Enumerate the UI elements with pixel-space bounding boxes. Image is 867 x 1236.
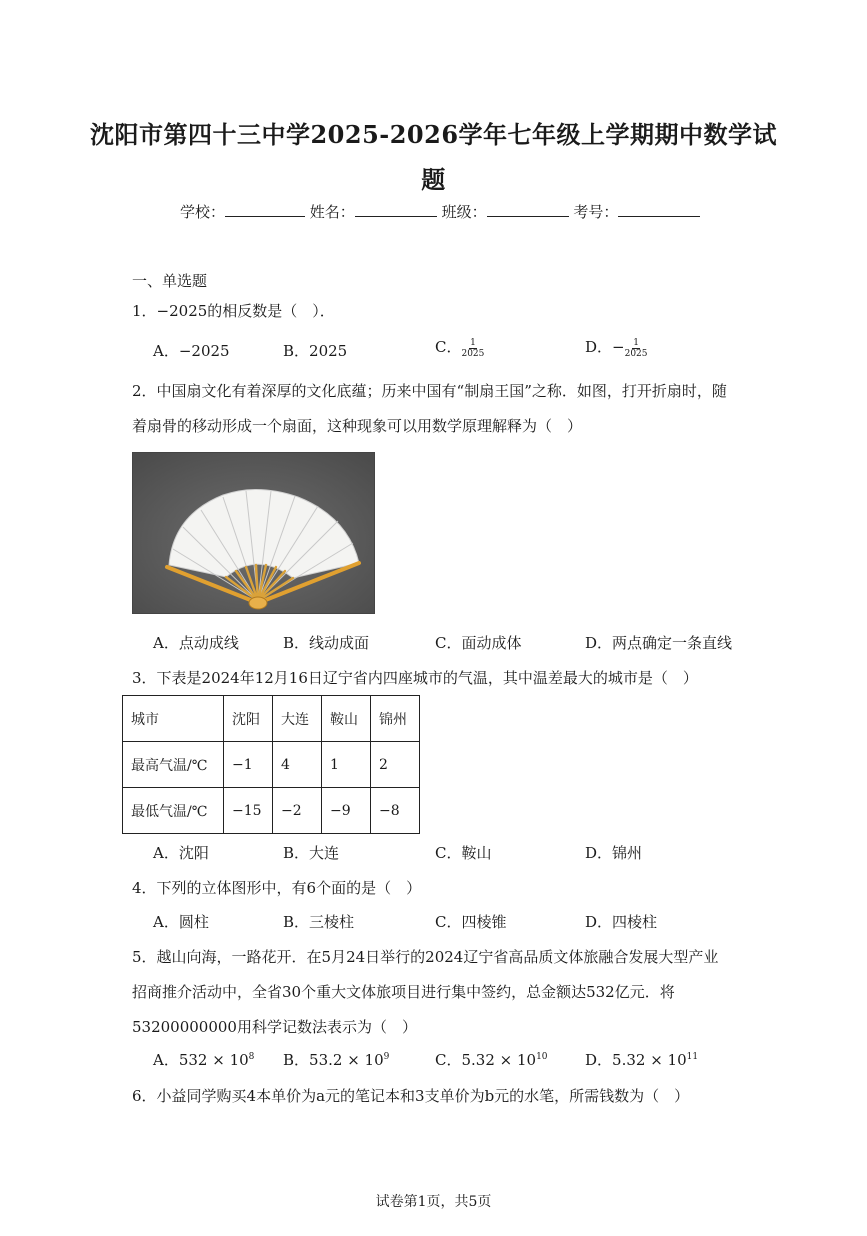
table-cell: 锦州 [371,696,420,742]
table-cell: 城市 [123,696,224,742]
question-6-stem: 6．小益同学购买4本单价为a元的笔记本和3支单价为b元的水笔，所需钱数为（ ） [132,1087,690,1105]
question-2-stem-line1: 2．中国扇文化有着深厚的文化底蕴；历来中国有“制扇王国”之称．如图，打开折扇时，随 [132,382,727,400]
q4-option-b: B．三棱柱 [283,913,355,931]
table-cell: 最高气温/℃ [123,742,224,788]
page-title-continued: 题 [421,165,446,194]
q5-option-d-base: D．5.32 × 10 [585,1051,687,1069]
number-field[interactable] [618,202,700,217]
question-5-stem-line3: 53200000000用科学记数法表示为（ ） [132,1018,417,1036]
q1-option-c-fraction [461,338,484,359]
q2-option-d: D．两点确定一条直线 [585,634,733,652]
q5-option-c [435,1049,548,1070]
q5-option-b-base: B．53.2 × 10 [283,1051,384,1069]
folding-fan-icon [133,453,374,613]
q2-option-c: C．面动成体 [435,634,522,652]
table-cell: −15 [224,788,273,834]
q3-option-d: D．锦州 [585,844,643,862]
q5-option-d [585,1049,698,1070]
question-2-stem-line2: 着扇骨的移动形成一个扇面，这种现象可以用数学原理解释为（ ） [132,417,583,435]
q1-option-b: B．2025 [283,342,348,360]
section-heading: 一、单选题 [132,272,208,290]
table-cell: 4 [273,742,322,788]
q1-option-c-label: C． [435,338,462,356]
exponent: 9 [383,1052,390,1062]
class-field[interactable] [487,202,569,217]
q3-option-b: B．大连 [283,844,340,862]
q1-option-d-label: D．− [585,338,625,356]
folding-fan-figure [132,452,375,614]
q1-option-a: A．−2025 [153,342,230,360]
school-field[interactable] [225,202,305,217]
fraction-numerator: 1 [470,337,476,348]
table-cell: −2 [273,788,322,834]
school-label: 学校： [180,203,226,221]
q5-option-a-base: A．532 × 10 [153,1051,249,1069]
q2-option-b: B．线动成面 [283,634,370,652]
q1-option-c [435,336,484,359]
temperature-table [122,695,420,834]
table-cell: −9 [322,788,371,834]
q3-option-a: A．沈阳 [153,844,209,862]
table-row [123,742,420,788]
table-cell: −1 [224,742,273,788]
table-cell: 鞍山 [322,696,371,742]
exponent: 8 [248,1052,255,1062]
page-footer: 试卷第1页，共5页 [375,1194,492,1210]
q1-option-d [585,336,648,359]
table-header-row [123,696,420,742]
student-info-row [180,201,700,222]
question-1-stem: 1．−2025的相反数是（ ）． [132,302,335,320]
fraction-denominator: 2025 [461,348,485,359]
q1-option-d-fraction [625,338,648,359]
question-4-stem: 4．下列的立体图形中，有6个面的是（ ） [132,879,422,897]
question-5-stem-line1: 5．越山向海，一路花开．在5月24日举行的2024辽宁省高品质文体旅融合发展大型产业 [132,948,719,966]
q3-option-c: C．鞍山 [435,844,492,862]
fraction-denominator: 2025 [624,348,648,359]
page-title: 沈阳市第四十三中学2025-2026学年七年级上学期期中数学试 [89,120,778,149]
class-label: 班级： [441,203,487,221]
exponent: 10 [536,1052,548,1062]
q4-option-c: C．四棱锥 [435,913,507,931]
table-cell: 1 [322,742,371,788]
exponent: 11 [686,1052,699,1062]
table-cell: 沈阳 [224,696,273,742]
q4-option-a: A．圆柱 [153,913,209,931]
table-row [123,788,420,834]
question-5-stem-line2: 招商推介活动中，全省30个重大文体旅项目进行集中签约，总金额达532亿元．将 [132,983,675,1001]
q4-option-d: D．四棱柱 [585,913,658,931]
q2-option-a: A．点动成线 [153,634,239,652]
fraction-numerator: 1 [633,337,639,348]
q5-option-b [283,1049,389,1070]
table-cell: 2 [371,742,420,788]
table-cell: 最低气温/℃ [123,788,224,834]
question-3-stem: 3．下表是2024年12月16日辽宁省内四座城市的气温，其中温差最大的城市是（ ） [132,669,698,687]
table-cell: −8 [371,788,420,834]
name-field[interactable] [355,202,437,217]
table-cell: 大连 [273,696,322,742]
q5-option-c-base: C．5.32 × 10 [435,1051,537,1069]
q5-option-a [153,1049,254,1070]
name-label: 姓名： [309,203,355,221]
number-label: 考号： [573,203,619,221]
